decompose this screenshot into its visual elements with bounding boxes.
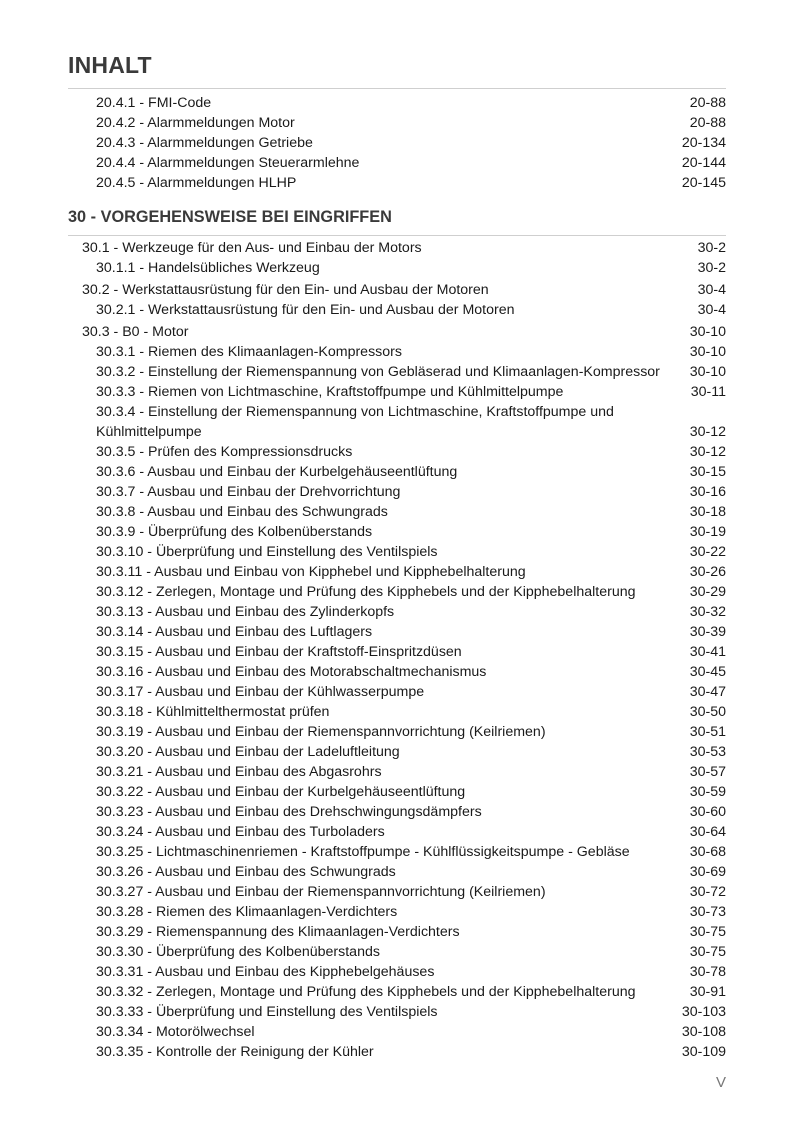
- toc-entry-label: 20.4.5 - Alarmmeldungen HLHP: [96, 175, 297, 191]
- toc-entry-page: 30-10: [689, 324, 726, 340]
- toc-entry-page: 30-51: [689, 724, 726, 740]
- toc-top-list: [0, 93, 794, 193]
- toc-entry-label: 30.3.35 - Kontrolle der Reinigung der Kühler: [96, 1044, 374, 1060]
- toc-entry-label: 30.3.30 - Überprüfung des Kolbenüberstands: [96, 944, 380, 960]
- toc-entry-page: 30-69: [689, 864, 726, 880]
- toc-entry-page: 30-64: [689, 824, 726, 840]
- toc-entry[interactable]: [0, 682, 794, 702]
- toc-entry-label: 30.3.21 - Ausbau und Einbau des Abgasrohrs: [96, 764, 382, 780]
- toc-entry[interactable]: [0, 153, 794, 173]
- toc-entry-label-line2: Kühlmittelpumpe: [96, 424, 202, 440]
- toc-entry[interactable]: [0, 742, 794, 762]
- toc-entry[interactable]: [0, 542, 794, 562]
- toc-entry-label: 30.3.10 - Überprüfung und Einstellung des Ventilspiels: [96, 544, 438, 560]
- toc-entry-page: 30-10: [689, 364, 726, 380]
- toc-entry-page: 30-91: [689, 984, 726, 1000]
- toc-entry-label: 30.1 - Werkzeuge für den Aus- und Einbau der Motors: [82, 240, 422, 256]
- toc-entry[interactable]: [0, 862, 794, 882]
- toc-entry[interactable]: [0, 522, 794, 542]
- toc-entry-30-2[interactable]: [0, 280, 794, 300]
- toc-entry[interactable]: [0, 982, 794, 1002]
- toc-entry-label: 30.3.1 - Riemen des Klimaanlagen-Kompressors: [96, 344, 402, 360]
- toc-entry-page: 30-22: [689, 544, 726, 560]
- toc-entry-page: 30-2: [697, 260, 726, 276]
- toc-entry-page: 30-60: [689, 804, 726, 820]
- toc-entry[interactable]: [0, 882, 794, 902]
- toc-entry[interactable]: [0, 1042, 794, 1062]
- toc-entry-label: 20.4.1 - FMI-Code: [96, 95, 212, 111]
- toc-entry-label: 30.3.19 - Ausbau und Einbau der Riemenspannvorrichtung (Keilriemen): [96, 724, 546, 740]
- toc-entry[interactable]: [0, 173, 794, 193]
- toc-entry-page: 30-39: [689, 624, 726, 640]
- toc-entry[interactable]: [0, 342, 794, 362]
- toc-entry-page: 30-68: [689, 844, 726, 860]
- toc-entry-page: 30-78: [689, 964, 726, 980]
- toc-entry[interactable]: [0, 1002, 794, 1022]
- toc-entry-label: 30.3.5 - Prüfen des Kompressionsdrucks: [96, 444, 353, 460]
- toc-entry-label: 30.3.25 - Lichtmaschinenriemen - Kraftstoffpumpe - Kühlflüssigkeitspumpe - Gebläse: [96, 844, 630, 860]
- toc-entry-label: 30.3.15 - Ausbau und Einbau der Kraftstoff-Einspritzdüsen: [96, 644, 462, 660]
- toc-entry-page: 30-47: [689, 684, 726, 700]
- toc-entry-label: 30.2 - Werkstattausrüstung für den Ein- und Ausbau der Motoren: [82, 282, 489, 298]
- toc-entry[interactable]: [0, 722, 794, 742]
- toc-entry[interactable]: [0, 258, 794, 278]
- toc-entry-page: 30-4: [697, 302, 726, 318]
- toc-entry-page: 30-41: [689, 644, 726, 660]
- toc-entry-label: 30.3.9 - Überprüfung des Kolbenüberstands: [96, 524, 373, 540]
- toc-entry[interactable]: [0, 562, 794, 582]
- toc-entry-label: 30.2.1 - Werkstattausrüstung für den Ein- und Ausbau der Motoren: [96, 302, 515, 318]
- toc-entry-label: 30.3.16 - Ausbau und Einbau des Motorabschaltmechanismus: [96, 664, 487, 680]
- section-title: 30 - VORGEHENSWEISE BEI EINGRIFFEN: [68, 208, 392, 226]
- toc-entry[interactable]: [0, 502, 794, 522]
- toc-entry-page: 30-26: [689, 564, 726, 580]
- toc-entry-page: 30-103: [681, 1004, 726, 1020]
- toc-entry[interactable]: [0, 762, 794, 782]
- toc-entry-label: 30.3.20 - Ausbau und Einbau der Ladeluftleitung: [96, 744, 400, 760]
- toc-entry-label-line1: 30.3.4 - Einstellung der Riemenspannung von Lichtmaschine, Kraftstoffpumpe und: [96, 404, 614, 420]
- toc-entry-label: [96, 402, 614, 442]
- toc-entry-page: 20-145: [681, 175, 726, 191]
- toc-entry-page: 30-10: [689, 344, 726, 360]
- toc-entry-label: 30.3.26 - Ausbau und Einbau des Schwungrads: [96, 864, 396, 880]
- toc-entry-page: 30-15: [689, 464, 726, 480]
- toc-entry[interactable]: [0, 382, 794, 402]
- toc-entry[interactable]: [0, 1022, 794, 1042]
- title-divider: [68, 88, 726, 89]
- toc-entry-label: 30.3.17 - Ausbau und Einbau der Kühlwasserpumpe: [96, 684, 425, 700]
- toc-entry[interactable]: [0, 942, 794, 962]
- toc-entry-page: 30-73: [689, 904, 726, 920]
- toc-entry-page: 30-12: [689, 444, 726, 460]
- toc-entry-label: 30.3.31 - Ausbau und Einbau des Kipphebelgehäuses: [96, 964, 435, 980]
- toc-entry[interactable]: [0, 482, 794, 502]
- toc-entry-page: 30-19: [689, 524, 726, 540]
- section-heading-30[interactable]: [0, 205, 794, 229]
- toc-entry-label: 30.3.7 - Ausbau und Einbau der Drehvorrichtung: [96, 484, 401, 500]
- toc-entry-label: 20.4.3 - Alarmmeldungen Getriebe: [96, 135, 313, 151]
- toc-entry-page: 30-109: [681, 1044, 726, 1060]
- toc-entry[interactable]: [0, 962, 794, 982]
- toc-entry[interactable]: [0, 113, 794, 133]
- toc-entry-page: 30-18: [689, 504, 726, 520]
- toc-group2-list: [0, 300, 794, 320]
- toc-entry[interactable]: [0, 782, 794, 802]
- toc-entry-page: 30-12: [689, 424, 726, 440]
- toc-entry-page: 30-108: [681, 1024, 726, 1040]
- toc-entry[interactable]: [0, 93, 794, 113]
- toc-entry-label: 30.3.29 - Riemenspannung des Klimaanlagen-Verdichters: [96, 924, 460, 940]
- page-title: INHALT: [68, 52, 152, 78]
- toc-group3-list-b: [0, 442, 794, 1062]
- toc-entry[interactable]: [0, 802, 794, 822]
- toc-entry-label: 30.3.28 - Riemen des Klimaanlagen-Verdichters: [96, 904, 398, 920]
- toc-entry[interactable]: [0, 133, 794, 153]
- toc-entry[interactable]: [0, 462, 794, 482]
- toc-entry-page: 30-32: [689, 604, 726, 620]
- toc-entry-page: 20-88: [689, 95, 726, 111]
- toc-entry-page: 30-29: [689, 584, 726, 600]
- toc-entry-label: 30.3.6 - Ausbau und Einbau der Kurbelgehäuseentlüftung: [96, 464, 458, 480]
- toc-entry-page: 30-72: [689, 884, 726, 900]
- toc-entry-30-3[interactable]: [0, 322, 794, 342]
- toc-entry-label: 30.3.18 - Kühlmittelthermostat prüfen: [96, 704, 330, 720]
- toc-entry-label: 30.3.23 - Ausbau und Einbau des Drehschwingungsdämpfers: [96, 804, 482, 820]
- toc-entry-page: 30-50: [689, 704, 726, 720]
- toc-entry-page: 30-75: [689, 944, 726, 960]
- toc-entry[interactable]: [0, 300, 794, 320]
- toc-entry[interactable]: [0, 642, 794, 662]
- toc-entry-page: 30-75: [689, 924, 726, 940]
- toc-entry-label: 30.3.3 - Riemen von Lichtmaschine, Kraftstoffpumpe und Kühlmittelpumpe: [96, 384, 564, 400]
- toc-entry-label: 30.3.32 - Zerlegen, Montage und Prüfung des Kipphebels und der Kipphebelhalterung: [96, 984, 636, 1000]
- toc-entry[interactable]: [0, 622, 794, 642]
- table-of-contents: [0, 93, 794, 1062]
- toc-entry[interactable]: [0, 362, 794, 382]
- toc-entry-30-1[interactable]: [0, 238, 794, 258]
- toc-entry[interactable]: [0, 582, 794, 602]
- page-number: V: [715, 1074, 726, 1091]
- toc-entry-label: 30.3 - B0 - Motor: [82, 324, 189, 340]
- toc-entry-label: 30.3.12 - Zerlegen, Montage und Prüfung des Kipphebels und der Kipphebelhalterung: [96, 584, 636, 600]
- toc-entry[interactable]: [0, 662, 794, 682]
- toc-entry-label: 30.3.33 - Überprüfung und Einstellung des Ventilspiels: [96, 1004, 438, 1020]
- toc-entry[interactable]: [0, 842, 794, 862]
- toc-entry-page: 30-45: [689, 664, 726, 680]
- toc-entry[interactable]: [0, 922, 794, 942]
- toc-entry-label: 20.4.2 - Alarmmeldungen Motor: [96, 115, 295, 131]
- toc-entry[interactable]: [0, 822, 794, 842]
- toc-entry-page: 20-134: [681, 135, 726, 151]
- toc-entry-page: 30-4: [697, 282, 726, 298]
- toc-entry-page: 30-59: [689, 784, 726, 800]
- toc-entry-page: 30-2: [697, 240, 726, 256]
- toc-entry-page: 20-144: [681, 155, 726, 171]
- toc-entry[interactable]: [0, 442, 794, 462]
- toc-entry[interactable]: [0, 702, 794, 722]
- toc-entry-label: 30.3.2 - Einstellung der Riemenspannung von Gebläserad und Klimaanlagen-Kompressor: [96, 364, 660, 380]
- toc-entry-label: 30.3.22 - Ausbau und Einbau der Kurbelgehäuseentlüftung: [96, 784, 466, 800]
- toc-entry-label: 30.3.24 - Ausbau und Einbau des Turboladers: [96, 824, 385, 840]
- toc-entry-page: 30-53: [689, 744, 726, 760]
- toc-entry-label: 30.3.13 - Ausbau und Einbau des Zylinderkopfs: [96, 604, 395, 620]
- toc-group3-list-a: [0, 342, 794, 402]
- toc-entry[interactable]: [0, 602, 794, 622]
- toc-group1-list: [0, 258, 794, 278]
- toc-entry-label: 30.3.34 - Motorölwechsel: [96, 1024, 255, 1040]
- toc-entry-label: 30.3.11 - Ausbau und Einbau von Kipphebel und Kipphebelhalterung: [96, 564, 526, 580]
- toc-entry-page: 30-16: [689, 484, 726, 500]
- toc-entry-page: 20-88: [689, 115, 726, 131]
- toc-entry-30-3-4[interactable]: [0, 402, 794, 442]
- toc-entry-label: 20.4.4 - Alarmmeldungen Steuerarmlehne: [96, 155, 360, 171]
- toc-entry[interactable]: [0, 902, 794, 922]
- toc-entry-label: 30.3.8 - Ausbau und Einbau des Schwungrads: [96, 504, 388, 520]
- section-divider: [68, 235, 726, 236]
- toc-entry-page: 30-11: [690, 384, 726, 400]
- toc-entry-label: 30.1.1 - Handelsübliches Werkzeug: [96, 260, 320, 276]
- toc-entry-page: 30-57: [689, 764, 726, 780]
- toc-entry-label: 30.3.14 - Ausbau und Einbau des Luftlagers: [96, 624, 373, 640]
- toc-entry-label: 30.3.27 - Ausbau und Einbau der Riemenspannvorrichtung (Keilriemen): [96, 884, 546, 900]
